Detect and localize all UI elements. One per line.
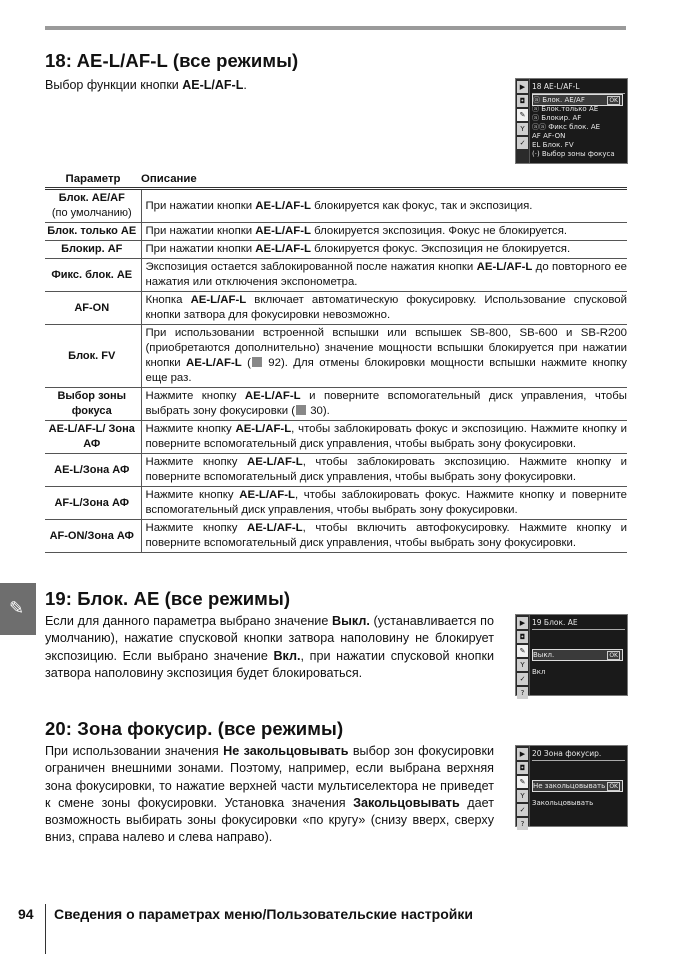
param-description: Нажмите кнопку AE-L/AF-L, чтобы заблокировать фокус и экспозицию. Нажмите кнопку и поверните вспомогательный диск управления, чтобы выбрать зону фокусировки. xyxy=(141,421,627,454)
section-20-title: 20: Зона фокусир. (все режимы) xyxy=(45,718,344,739)
table-row xyxy=(45,454,627,487)
param-description: При нажатии кнопки AE-L/AF-L блокируется экспозиция. Фокус не блокируется. xyxy=(141,223,627,241)
param-description: Нажмите кнопку AE-L/AF-L, чтобы заблокировать фокус. Нажмите кнопку и поверните вспомогательный диск управления, чтобы выбрать зону фокусировки. xyxy=(141,487,627,520)
table-row xyxy=(45,223,627,241)
param-name: Выбор зоны фокуса xyxy=(45,388,141,421)
table-row xyxy=(45,520,627,553)
param-name: Блок. только AE xyxy=(45,223,141,241)
param-name: AF-L/Зона АФ xyxy=(45,487,141,520)
lcd-item: Закольцовывать xyxy=(532,799,594,807)
lcd-item: ⓐ Блок.только AE xyxy=(532,105,599,113)
lcd-title: 20 Зона фокусир. xyxy=(532,748,625,761)
table-row xyxy=(45,189,627,223)
lcd-item: ⓐ Блокир. AF xyxy=(532,114,582,122)
table-row xyxy=(45,487,627,520)
lcd-menu-20: ▶ ◘ ✎ Y ✓ ? 20 Зона фокусир. Не закольцовывать OK Закольцовывать xyxy=(515,745,628,827)
lcd-menu-19: ▶ ◘ ✎ Y ✓ ? 19 Блок. AE Выкл. OK Вкл xyxy=(515,614,628,696)
page-ref-icon xyxy=(296,405,306,415)
section-20-text: При использовании значения Не закольцовывать выбор зон фокусировки ограничен внешними зонами. Поэтому, например, если выбрана верхняя зона фокусировки, то нажатие верхней части мультиселектора не приведет к смене зоны фокусировки. Установка значения Закольцовывать дает возможность выбирать зоны фокусировки «по кругу» (снизу вверх, сверху вниз, справа налево и слева направо). xyxy=(45,744,494,845)
param-name: AF-ON/Зона АФ xyxy=(45,520,141,553)
section-18-intro: Выбор функции кнопки AE-L/AF-L. xyxy=(45,78,247,92)
param-name: Фикс. блок. AE xyxy=(45,259,141,292)
footer-chapter-title: Сведения о параметрах меню/Пользовательские настройки xyxy=(54,906,473,922)
lcd-menu-18 xyxy=(515,78,628,164)
lcd-title: 18 AE-L/AF-L xyxy=(532,81,625,94)
table-row xyxy=(45,388,627,421)
param-description: Кнопка AE-L/AF-L включает автоматическую фокусировку. Использование спусковой кнопки затвора для фокусировки невозможно. xyxy=(141,292,627,325)
param-description: При нажатии кнопки AE-L/AF-L блокируется как фокус, так и экспозиция. xyxy=(141,189,627,223)
page-ref-icon xyxy=(252,357,262,367)
table-row xyxy=(45,259,627,292)
header-description: Описание xyxy=(141,171,627,189)
param-name: AE-L/Зона АФ xyxy=(45,454,141,487)
param-description: Нажмите кнопку AE-L/AF-L и поверните вспомогательный диск управления, чтобы выбрать зону фокусировки ( 30). xyxy=(141,388,627,421)
table-row xyxy=(45,421,627,454)
lcd-item: AF AF-ON xyxy=(532,132,566,140)
lcd-item: Выкл. OK xyxy=(532,649,623,661)
lcd-title: 19 Блок. AE xyxy=(532,617,625,630)
param-description: Нажмите кнопку AE-L/AF-L, чтобы заблокировать экспозицию. Нажмите кнопку и поверните вспомогательный диск управления, чтобы выбрать зону фокусировки. xyxy=(141,454,627,487)
table-row xyxy=(45,292,627,325)
lcd-item: Не закольцовывать OK xyxy=(532,780,623,792)
section-19-title: 19: Блок. AE (все режимы) xyxy=(45,588,291,609)
chapter-side-tab xyxy=(0,583,36,635)
lcd-item: Вкл xyxy=(532,668,546,676)
page-number: 94 xyxy=(18,906,34,922)
param-description: При использовании встроенной вспышки или вспышек SB-800, SB-600 и SB-R200 (приобретаются дополнительно) значение мощности вспышки блокируется при нажатии кнопки AE-L/AF-L ( 92). Для отмены блокировки мощности вспышки нажмите кнопку еще раз. xyxy=(141,325,627,388)
table-row xyxy=(45,325,627,388)
header-param: Параметр xyxy=(45,171,141,189)
lcd-item: EL Блок. FV xyxy=(532,141,574,149)
lcd-item: ⓐⓐ Фикс блок. AE xyxy=(532,123,601,131)
param-description: При нажатии кнопки AE-L/AF-L блокируется фокус. Экспозиция не блокируется. xyxy=(141,241,627,259)
lcd-item: ⓐ Блок. AE/AF OK xyxy=(532,94,623,106)
table-row xyxy=(45,241,627,259)
pencil-icon: ✎ xyxy=(9,598,25,618)
lcd-side-tabs: ▶ ◘ ✎ Y ✓ xyxy=(516,79,530,163)
section-18-title: 18: AE-L/AF-L (все режимы) xyxy=(45,50,299,71)
param-name: AF-ON xyxy=(45,292,141,325)
param-description: Нажмите кнопку AE-L/AF-L, чтобы включить автофокусировку. Нажмите кнопку и поверните вспомогательный диск управления, чтобы выбрать зону фокусировки. xyxy=(141,520,627,553)
param-name: Блок. AE/AF (по умолчанию) xyxy=(45,189,141,223)
param-name: Блокир. AF xyxy=(45,241,141,259)
parameters-table xyxy=(45,171,627,553)
param-description: Экспозиция остается заблокированной после нажатия кнопки AE-L/AF-L до повторного ее нажатия или отключения экспонометра. xyxy=(141,259,627,292)
section-19-text: Если для данного параметра выбрано значение Выкл. (устанавливается по умолчанию), нажатие спусковой кнопки затвора наполовину не блокирует экспозицию. Если выбрано значение Вкл., при нажатии спусковой кнопки затвора наполовину экспозиция будет блокироваться. xyxy=(45,614,494,680)
param-name: Блок. FV xyxy=(45,325,141,388)
lcd-item: (·) Выбор зоны фокуса xyxy=(532,150,615,158)
footer-divider xyxy=(45,904,46,954)
top-rule xyxy=(45,26,626,30)
param-name: AE-L/AF-L/ Зона АФ xyxy=(45,421,141,454)
